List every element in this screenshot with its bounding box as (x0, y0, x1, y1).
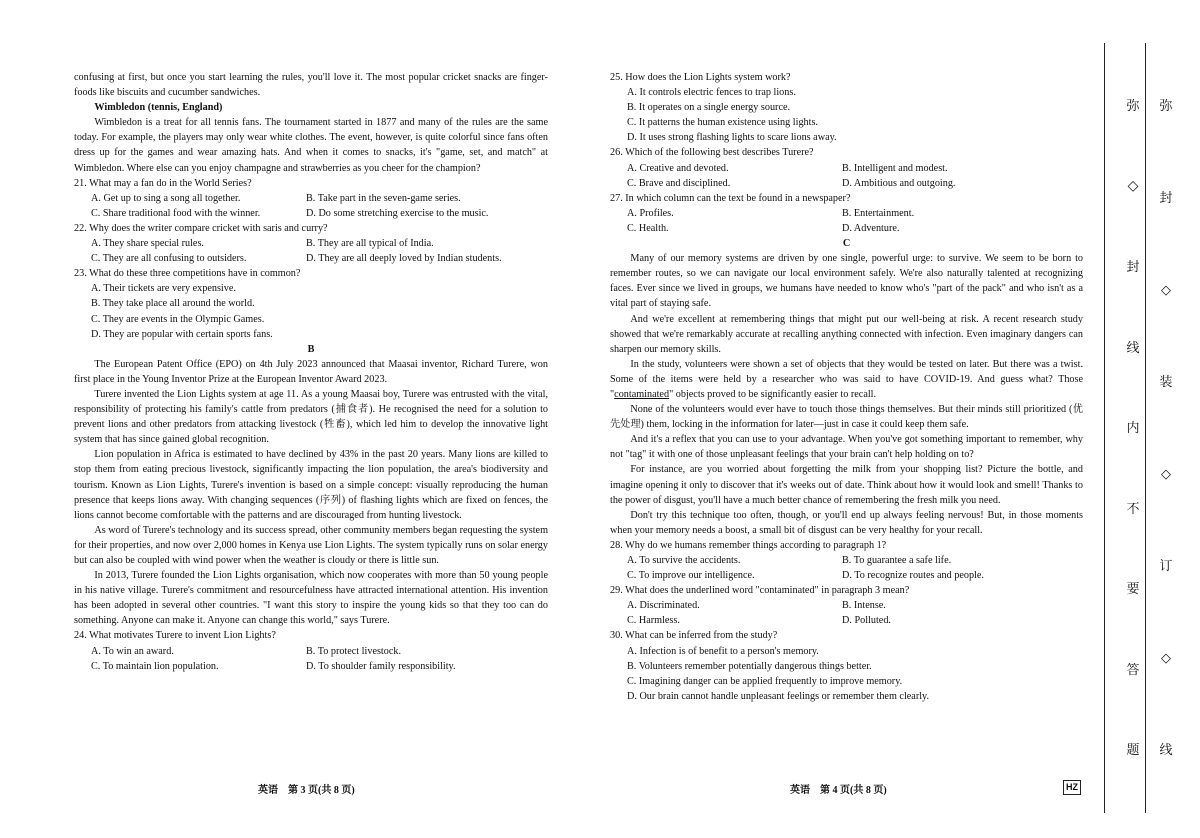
text-run: In the study, volunteers were shown a set of objects that they would be tested on later. But there was a twist. Some of the items were held by a researcher who was said to have COVID-19. And guess what? Those " (610, 358, 1083, 400)
page-4-column (610, 70, 1083, 704)
option: A. To win an award. (91, 645, 174, 657)
seal-char: 弥 (1159, 98, 1173, 113)
option: A. Creative and devoted. (627, 162, 729, 174)
option: B. Intense. (842, 600, 886, 612)
option: D. Our brain cannot handle unpleasant feelings or remember them clearly. (627, 690, 930, 702)
paragraph: Wimbledon is a treat for all tennis fans. The tournament started in 1877 and many of the rules are the same today. For example, the players may only wear white clothes. The event, however, is quite colorful since fans often dress up for the games and wear amazing hats. And when it comes to snacks, it's "game, set, and match" at Wimbledon. Where else can you enjoy champagne and strawberries as you cheer for the champion? (74, 117, 548, 174)
page-footer-3: 英语 第 3 页(共 8 页) (258, 785, 355, 796)
seal-char: 内 (1126, 420, 1140, 435)
paragraph: Turere invented the Lion Lights system at age 11. As a young Maasai boy, Turere was entrusted with the vital, responsibility of protecting his family's cattle from predators (捕食者). He recognised the need for a solution to prevent lions and other predators from attacking livestock (牲畜), which led him to develop the innovative light system that has since gained global recognition. (74, 388, 548, 446)
question-30: 30. What can be inferred from the study? (610, 630, 778, 642)
paragraph (610, 357, 1083, 402)
seal-char: 装 (1159, 374, 1173, 389)
paragraph: For instance, are you worried about forgetting the milk from your shopping list? Picture the bottle, and imagine opening it only to discover that it's weeks out of date. Think about how it would look and smell! Thanks to the power of disgust, you'll have a much better chance of remembering the fresh milk you need. (610, 464, 1083, 506)
option: C. Harmless. (627, 615, 680, 627)
section-heading-c: C (842, 238, 851, 250)
options-row (74, 644, 548, 659)
underlined-word: contaminated (614, 388, 670, 400)
options-row (74, 659, 548, 674)
binding-line (1104, 43, 1105, 813)
option: A. Their tickets are very expensive. (91, 283, 236, 295)
question-25: 25. How does the Lion Lights system work? (610, 72, 791, 83)
question-28: 28. Why do we humans remember things according to paragraph 1? (610, 539, 887, 551)
binding-edge-text (1158, 98, 1174, 758)
seal-char: 封 (1126, 259, 1140, 274)
section-heading-b: B (307, 343, 315, 355)
question-24: 24. What motivates Turere to invent Lion Lights? (74, 630, 276, 642)
options-row (610, 568, 1083, 583)
diamond-icon: ◇ (1161, 282, 1171, 297)
option: B. Take part in the seven-game series. (306, 192, 461, 204)
question-29: 29. What does the underlined word "contaminated" in paragraph 3 mean? (610, 585, 910, 597)
page-3-column (74, 70, 548, 674)
option: B. Volunteers remember potentially dangerous things better. (627, 660, 872, 672)
option: A. It controls electric fences to trap lions. (627, 87, 796, 99)
options-row (610, 598, 1083, 613)
option: D. Ambitious and outgoing. (842, 177, 956, 189)
option: C. Health. (627, 222, 669, 234)
option: A. Discriminated. (627, 600, 700, 612)
seal-char: 弥 (1126, 98, 1140, 113)
option: C. It patterns the human existence using lights. (627, 117, 818, 129)
options-row (610, 161, 1083, 176)
diamond-icon: ◇ (1161, 650, 1171, 665)
question-23: 23. What do these three competitions have in common? (74, 268, 301, 280)
options-row (610, 206, 1083, 221)
options-row (74, 191, 548, 206)
diamond-icon: ◇ (1161, 466, 1171, 481)
option: B. They take place all around the world. (91, 298, 255, 310)
option: D. Do some stretching exercise to the music. (306, 207, 489, 219)
option: D. To shoulder family responsibility. (306, 660, 456, 672)
paragraph: In 2013, Turere founded the Lion Lights organisation, which now cooperates with more than 50 young people in his native village. Turere's commitment and resourcefulness have attracted international attention. His invention has been adopted in several other countries. "I want this story to inspire the young kids so that they too can do something. Anyone can make it. Anyone can change this world," says Turere. (74, 570, 548, 627)
seal-char: 线 (1159, 742, 1173, 757)
paper-code-badge: HZ (1063, 780, 1081, 795)
options-row (74, 206, 548, 221)
paragraph: As word of Turere's technology and its success spread, other community members began requesting the system for their properties, and now over 2,000 homes in Kenya use Lion Lights. The system typically runs on solar energy but can also be coupled with wind power when the weather is cloudy or there is little sun. (74, 524, 548, 566)
paragraph: And we're excellent at remembering things that might put our well-being at risk. A recent research study showed that we're remarkably accurate at recalling anything connected with infection. Even imaginary dangers can sharpen our memory skills. (610, 313, 1083, 355)
option: C. They are events in the Olympic Games. (91, 313, 265, 325)
option: C. Imagining danger can be applied frequently to improve memory. (627, 675, 903, 687)
seal-char: 封 (1159, 190, 1173, 205)
option: C. Brave and disciplined. (627, 177, 731, 189)
option: B. Intelligent and modest. (842, 162, 948, 174)
options-row (610, 176, 1083, 191)
seal-char: 订 (1159, 558, 1173, 573)
option: D. They are popular with certain sports fans. (91, 328, 273, 340)
options-row (610, 613, 1083, 628)
options-row (74, 236, 548, 251)
option: D. They are all deeply loved by Indian students. (306, 253, 502, 265)
subheading-wimbledon: Wimbledon (tennis, England) (94, 102, 223, 114)
paragraph: confusing at first, but once you start learning the rules, you'll love it. The most popular cricket snacks are finger-foods like biscuits and cucumber sandwiches. (74, 72, 548, 99)
paragraph: Don't try this technique too often, though, or you'll end up always feeling nervous! But, in those moments when your memory needs a boost, a small bit of disgust can be very healthy for your recall. (610, 509, 1083, 536)
seal-char: 线 (1126, 339, 1140, 355)
option: D. To recognize routes and people. (842, 570, 984, 582)
question-21: 21. What may a fan do in the World Series? (74, 177, 252, 189)
option: B. To protect livestock. (306, 645, 402, 657)
option: C. To improve our intelligence. (627, 570, 755, 582)
seal-char: 答 (1126, 661, 1140, 677)
options-row (610, 221, 1083, 236)
option: B. It operates on a single energy source. (627, 102, 791, 114)
option: D. It uses strong flashing lights to scare lions away. (627, 132, 837, 144)
paragraph: Many of our memory systems are driven by one single, powerful urge: to survive. We seem to be born to remember routes, so we can navigate our local environment safely. We're also naturally talented at recognizing faces. Ever since we lived in groups, we humans have needed to know who's "part of the pack" and who isn't as a vital part of staying safe. (610, 253, 1083, 310)
option: A. Infection is of benefit to a person's memory. (627, 645, 819, 657)
paragraph: None of the volunteers would ever have to touch those things themselves. But their minds still prioritized (优先处理) them, locking in the information for later—just in case it could keep them safe. (610, 404, 1083, 431)
option: A. Profiles. (627, 207, 674, 219)
text-run: " objects proved to be significantly easier to recall. (669, 388, 877, 400)
paragraph: Lion population in Africa is estimated to have declined by 43% in the past 20 years. Many lions are killed to stop them from eating precious livestock, significantly impacting the lion population, the area's biodiversity and tourism. Known as Lion Lights, Turere's invention is based on a simple concept: visually reproducing the human presence that keeps lions away. With changing sequences (序列) of flashing lights which are fixed on fences, the lions cannot become comfortable with the patterns and are discouraged from hunting livestock. (74, 449, 548, 521)
option: C. They are all confusing to outsiders. (91, 253, 247, 265)
option: C. Share traditional food with the winner. (91, 207, 261, 219)
diamond-icon: ◇ (1127, 178, 1139, 194)
option: A. To survive the accidents. (627, 555, 741, 566)
question-22: 22. Why does the writer compare cricket with saris and curry? (74, 222, 328, 234)
seal-char: 要 (1126, 581, 1140, 596)
option: B. They are all typical of India. (306, 238, 434, 250)
options-row (74, 251, 548, 266)
option: B. To guarantee a safe life. (842, 555, 952, 566)
option: A. Get up to sing a song all together. (91, 192, 241, 204)
option: B. Entertainment. (842, 207, 915, 219)
options-row (610, 553, 1083, 568)
question-27: 27. In which column can the text be found in a newspaper? (610, 192, 851, 204)
seal-char: 不 (1126, 500, 1140, 516)
paragraph: And it's a reflex that you can use to your advantage. When you've got something important to remember, why not "tag" it with one of those unpleasant feelings that your brain can't help holding on to? (610, 434, 1083, 461)
question-26: 26. Which of the following best describes Turere? (610, 147, 814, 159)
seal-char: 题 (1126, 742, 1140, 757)
option: D. Adventure. (842, 222, 900, 234)
binding-line (1145, 43, 1146, 813)
seal-line-text (1125, 98, 1141, 758)
option: C. To maintain lion population. (91, 660, 219, 672)
paragraph: The European Patent Office (EPO) on 4th July 2023 announced that Maasai inventor, Richard Turere, won first place in the Young Inventor Prize at the European Inventor Award 2023. (74, 358, 548, 385)
option: A. They share special rules. (91, 238, 204, 250)
page-footer-4: 英语 第 4 页(共 8 页) (790, 785, 887, 796)
option: D. Polluted. (842, 615, 891, 627)
